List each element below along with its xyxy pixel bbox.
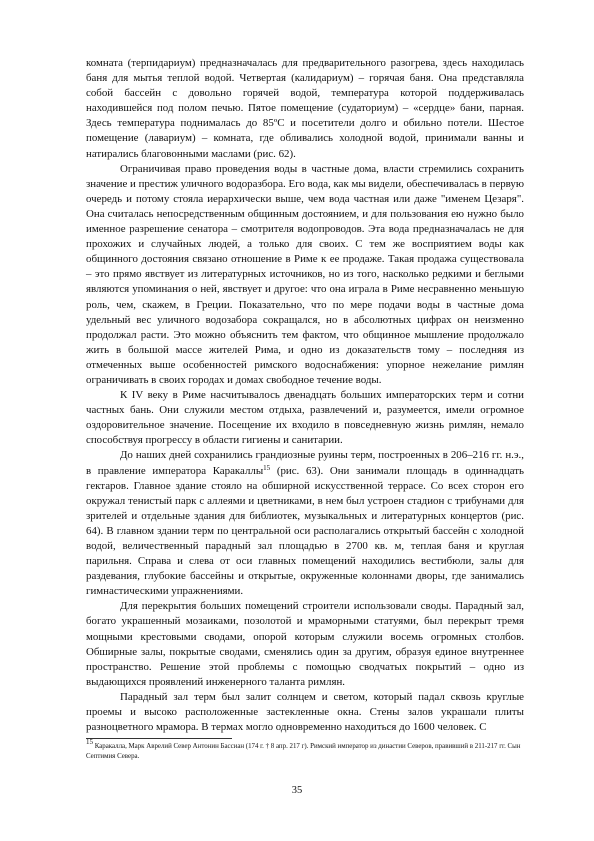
paragraph-6: Парадный зал терм был залит солнцем и светом, который падал сквозь круглые проемы и высоко расположенные застекленные окна. Стены залов украшали плиты разноцветного мрамора. В термах могло одновременно находиться до 1600 человек. С xyxy=(86,690,524,734)
footnote-separator xyxy=(86,738,232,739)
paragraph-4-text-after: (рис. 63). Они занимали площадь в одиннадцать гектаров. Главное здание стояло на обширной искусственной террасе. Со всех сторон его окружал тенистый парк с аллеями и цветниками, в нем был устроен стадион с трибунами для зрителей и отдельные здания для библиотек, музыкальных и литературных концертов (рис. 64). В главном здании терм по центральной оси располагались открытый бассейн с холодной водой, величественный парадный зал площадью в 2700 кв. м, теплая баня и круглая парильня. Справа и слева от оси главных помещений находились вестибюли, залы для раздевания, глубокие бассейны и открытые, окруженные колоннами дворы, где занимались гимнастическими упражнениями. xyxy=(86,464,524,598)
page-number: 35 xyxy=(291,785,303,796)
footnote xyxy=(86,738,524,761)
paragraph-4-text-before: До наших дней сохранились грандиозные руины терм, построенных в 206–216 гг. н.э., в правление императора Каракаллы xyxy=(86,449,524,477)
paragraph-5: Для перекрытия больших помещений строители использовали своды. Парадный зал, богато украшенный мозаиками, позолотой и мраморными статуями, был перекрыт тремя мощными крестовыми сводами, опорой которым служили восемь огромных столбов. Обширные залы, покрытые сводами, сменялись один за другим, образуя единое внутреннее пространство. Решение этой проблемы с помощью сводчатых покрытий – одно из выдающихся проявлений инженерного таланта римлян. xyxy=(86,600,524,688)
footnote-number: 15 xyxy=(86,738,93,746)
footnote-reference[interactable]: 15 xyxy=(263,463,271,472)
paragraph-3: К IV веку в Риме насчитывалось двенадцать больших императорских терм и сотни частных бань. Они служили местом отдыха, развлечений и, разумеется, имели огромное оздоровительное значение. Посещение их входило в повседневную жизнь римлян, немало способствуя прогрессу в области гигиены и санитарии. xyxy=(86,389,524,447)
paragraph-1: комната (терпидариум) предназначалась для предварительного разогрева, здесь находилась баня для мытья теплой водой. Четвертая (калидариум) – горячая баня. Она представляла собой бассейн с довольно горячей водой, температура которой поддерживалась находившейся под полом печью. Пятое помещение (судаториум) – «сердце» бани, парная. Здесь температура поднималась до 85ºС и посетители долго и обильно потели. Шестое помещение (лавариум) – комната, где обливались холодной водой, принимали ванны и натирались благовонными маслами (рис. 62). xyxy=(86,57,524,160)
footnote-text: Каракалла, Марк Аврелий Север Антонин Бассиан (174 г. † 8 апр. 217 г). Римский император из династии Северов, правивший в 211-217 гг. Сын Септимия Севера. xyxy=(86,743,521,760)
page-body xyxy=(86,56,524,735)
paragraph-2: Ограничивая право проведения воды в частные дома, власти стремились сохранить значение и престиж уличного водоразбора. Его вода, как мы видели, обеспечивалась в первую очередь и потому стояла иерархически выше, чем вода частная или даже "именем Цезаря". Она считалась непосредственным общинным достоянием, и для пользования ею нужно было именное разрешение сенатора – смотрителя водопроводов. Эта вода предназначалась не для прохожих и случайных людей, а только для своих. С тем же восприятием воды как общинного достояния связано отношение в Риме к ее продаже. Такая продажа существовала – это прямо явствует из литературных источников, но из того, насколько редкими и беглыми являются упоминания о ней, явствует и другое: что она играла в Риме несравненно меньшую роль, чем, скажем, в Греции. Показательно, что по мере подачи воды в частные дома удельный вес уличного водозабора сокращался, но в абсолютных цифрах он неизменно продолжал расти. Это можно объяснить тем фактом, что общинное мышление продолжало жить в большой массе жителей Рима, и одно из доказательств тому – последняя из отмеченных выше особенностей римского водоснабжения: упорное нежелание римлян ограничивать в своих городах и домах свободное течение воды. xyxy=(86,162,524,386)
paragraph-4 xyxy=(86,448,524,599)
